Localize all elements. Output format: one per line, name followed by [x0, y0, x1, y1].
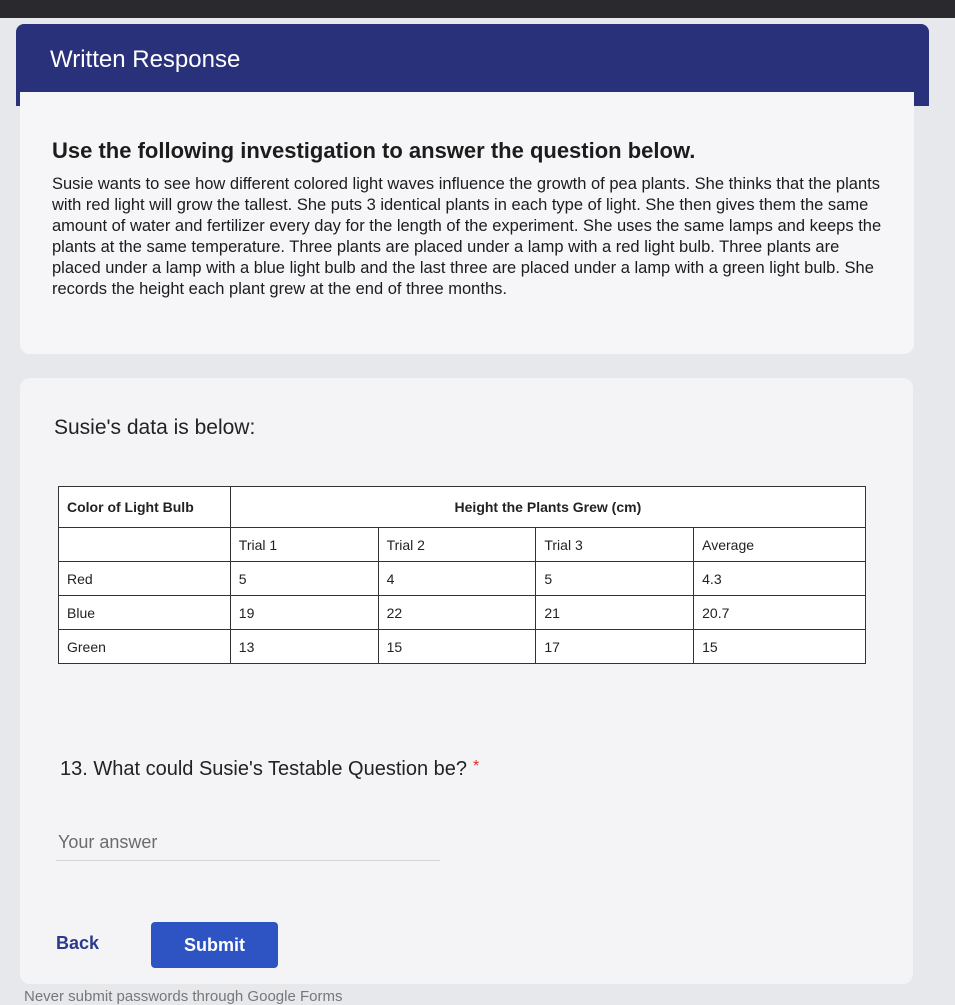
table-header-height: Height the Plants Grew (cm)	[230, 487, 865, 528]
back-button[interactable]: Back	[48, 923, 128, 963]
table-cell: 5	[230, 562, 378, 596]
data-table-wrapper	[58, 486, 866, 664]
table-column-header: Trial 3	[536, 528, 694, 562]
question-card	[20, 378, 913, 984]
table-cell-empty	[59, 528, 231, 562]
table-header-row	[59, 487, 866, 528]
table-cell: 15	[378, 630, 536, 664]
answer-input[interactable]	[56, 824, 440, 861]
description-heading: Use the following investigation to answer the question below.	[52, 138, 696, 163]
table-cell: 19	[230, 596, 378, 630]
table-cell: 4	[378, 562, 536, 596]
table-column-header: Average	[694, 528, 866, 562]
question-title	[60, 758, 479, 781]
table-cell: 17	[536, 630, 694, 664]
table-cell: 13	[230, 630, 378, 664]
table-column-header: Trial 2	[378, 528, 536, 562]
submit-button[interactable]: Submit	[151, 922, 278, 968]
table-row	[59, 562, 866, 596]
table-cell: 15	[694, 630, 866, 664]
table-subheader-row	[59, 528, 866, 562]
question-text: 13. What could Susie's Testable Question be?	[60, 758, 468, 780]
required-marker: *	[473, 758, 480, 775]
table-cell: 5	[536, 562, 694, 596]
table-cell: 4.3	[694, 562, 866, 596]
data-caption: Susie's data is below:	[54, 416, 256, 439]
data-table	[58, 486, 866, 664]
table-cell: 20.7	[694, 596, 866, 630]
table-cell: 21	[536, 596, 694, 630]
description-card	[20, 92, 914, 354]
table-row-label: Green	[59, 630, 231, 664]
table-row	[59, 596, 866, 630]
footer-note: Never submit passwords through Google Forms	[24, 988, 343, 1005]
table-row-label: Blue	[59, 596, 231, 630]
table-row-label: Red	[59, 562, 231, 596]
table-cell: 22	[378, 596, 536, 630]
table-row	[59, 630, 866, 664]
section-title: Written Response	[50, 46, 241, 73]
description-text: Susie wants to see how different colored light waves influence the growth of pea plants. She thinks that the plants with red light will grow the tallest. She puts 3 identical plants in each type of light. She then gives them the same amount of water and fertilizer every day for the length of the experiment. She uses the same lamps and keeps the plants at the same temperature. Three plants are placed under a lamp with a red light bulb. Three plants are placed under a lamp with a blue light bulb and the last three are placed under a lamp with a green light bulb. She records the height each plant grew at the end of three months.	[52, 175, 882, 298]
table-column-header: Trial 1	[230, 528, 378, 562]
table-header-color: Color of Light Bulb	[59, 487, 231, 528]
browser-top-strip	[0, 0, 955, 18]
